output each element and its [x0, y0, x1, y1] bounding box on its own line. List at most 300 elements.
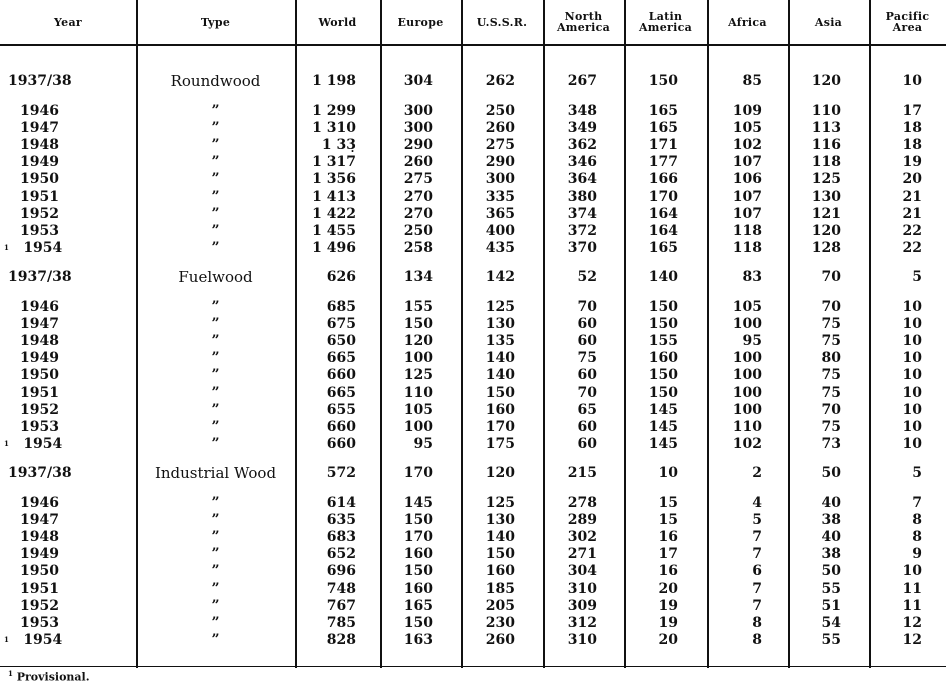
value-cell: 655 — [326, 401, 356, 418]
year-cell — [8, 120, 59, 136]
value-cell: 145 — [403, 495, 433, 511]
column-header — [461, 0, 543, 44]
value-cell: 145 — [648, 418, 678, 435]
value-cell: 270 — [403, 188, 433, 205]
value-cell: 309 — [567, 597, 597, 614]
value-cell: 1 422 — [312, 205, 356, 222]
value-cell: 120 — [811, 222, 841, 239]
value-cell: 65 — [577, 401, 597, 418]
year-text: 1937/38 — [8, 73, 72, 89]
value-cell: 660 — [326, 367, 356, 384]
column-header-text: Area — [892, 21, 923, 34]
year-cell — [8, 206, 59, 222]
type-cell: ” — [211, 350, 220, 367]
year-cell — [8, 419, 59, 435]
footnote-mark: 1 — [8, 669, 13, 678]
year-text: 1952 — [20, 401, 59, 418]
value-cell: 1 496 — [312, 239, 356, 256]
value-cell: 665 — [326, 350, 356, 367]
type-cell: ” — [211, 546, 220, 563]
value-cell: 8 — [912, 529, 922, 546]
column-header-text: U.S.S.R. — [476, 15, 528, 29]
type-cell: ” — [211, 495, 220, 511]
column-header — [380, 0, 461, 44]
value-cell: 125 — [811, 171, 841, 188]
value-cell: 150 — [485, 546, 515, 563]
year-text: 1953 — [20, 614, 59, 631]
value-cell: 118 — [811, 154, 841, 171]
value-cell: 348 — [567, 103, 597, 119]
value-cell: 683 — [326, 529, 356, 546]
column-header — [869, 0, 946, 44]
value-cell: 164 — [648, 222, 678, 239]
value-cell: 60 — [577, 316, 597, 333]
value-cell: 10 — [902, 367, 922, 384]
column-header — [624, 0, 707, 44]
year-cell — [8, 598, 59, 614]
year-text: 1946 — [20, 103, 59, 119]
value-cell: 15 — [658, 495, 678, 511]
value-cell: 110 — [811, 103, 841, 119]
year-cell — [4, 436, 62, 452]
column-header — [136, 0, 295, 44]
type-cell: ” — [211, 512, 220, 529]
value-cell: 80 — [821, 350, 841, 367]
value-cell: 165 — [648, 120, 678, 137]
value-cell: 105 — [732, 299, 762, 315]
value-cell: 170 — [403, 529, 433, 546]
value-cell: 5 — [912, 465, 922, 481]
value-cell: 40 — [821, 529, 841, 546]
value-cell: 6 — [752, 563, 762, 580]
value-cell: 118 — [732, 222, 762, 239]
year-text: 1946 — [20, 299, 59, 315]
value-cell: 4 — [752, 495, 762, 511]
value-cell: 572 — [326, 465, 356, 481]
year-cell — [8, 73, 72, 89]
value-cell: 9 — [912, 546, 922, 563]
column-header — [788, 0, 869, 44]
value-cell: 125 — [485, 495, 515, 511]
value-cell: 335 — [485, 188, 515, 205]
value-cell: 10 — [902, 350, 922, 367]
value-cell: 150 — [648, 73, 678, 89]
value-cell: 75 — [821, 316, 841, 333]
value-cell: 374 — [567, 205, 597, 222]
value-cell: 109 — [732, 103, 762, 119]
value-cell: 100 — [732, 367, 762, 384]
value-cell: 1 455 — [312, 222, 356, 239]
value-cell: 372 — [567, 222, 597, 239]
year-cell — [4, 632, 62, 648]
value-cell: 7 — [752, 529, 762, 546]
value-cell: 271 — [567, 546, 597, 563]
year-cell — [8, 350, 59, 366]
value-cell: 105 — [403, 401, 433, 418]
year-cell — [8, 333, 59, 349]
value-cell: 70 — [821, 401, 841, 418]
value-cell: 289 — [567, 512, 597, 529]
value-cell: 302 — [567, 529, 597, 546]
type-cell: Industrial Wood — [154, 464, 277, 482]
footnote — [8, 669, 90, 684]
value-cell: 215 — [567, 465, 597, 481]
value-cell: 100 — [403, 418, 433, 435]
value-cell: 364 — [567, 171, 597, 188]
value-cell: 20 — [658, 580, 678, 597]
value-cell: 145 — [648, 401, 678, 418]
column-header-text: Latin — [648, 10, 683, 23]
type-cell: ” — [211, 222, 220, 239]
value-cell: 125 — [403, 367, 433, 384]
value-cell: 150 — [648, 384, 678, 401]
value-cell: 635 — [326, 512, 356, 529]
value-cell: 260 — [403, 154, 433, 171]
year-text: 1948 — [20, 529, 59, 546]
value-cell: 160 — [403, 580, 433, 597]
column-header-text: Pacific — [885, 10, 930, 23]
value-cell: 142 — [485, 269, 515, 285]
value-cell: 675 — [326, 316, 356, 333]
year-text: 1947 — [20, 316, 59, 333]
value-cell: 304 — [403, 73, 433, 89]
year-text: 1953 — [20, 222, 59, 239]
footnote-ref: 1 — [4, 438, 12, 448]
year-cell — [8, 512, 59, 528]
year-text: 1954 — [23, 239, 63, 256]
value-cell: 73 — [821, 435, 841, 452]
value-cell: 10 — [902, 435, 922, 452]
type-cell: ” — [211, 299, 220, 315]
value-cell: 125 — [485, 299, 515, 315]
value-cell: 304 — [567, 563, 597, 580]
value-cell: 10 — [902, 299, 922, 315]
value-cell: 380 — [567, 188, 597, 205]
type-cell: ” — [211, 188, 220, 205]
value-cell: 116 — [811, 137, 841, 154]
column-header — [295, 0, 380, 44]
value-cell: 696 — [326, 563, 356, 580]
year-text: 1951 — [20, 188, 59, 205]
value-cell: 150 — [403, 316, 433, 333]
value-cell: 75 — [821, 418, 841, 435]
value-cell: 1 310 — [312, 120, 356, 137]
value-cell: 11 — [902, 597, 922, 614]
year-cell — [8, 299, 59, 315]
type-cell: ” — [211, 120, 220, 137]
value-cell: 310 — [567, 580, 597, 597]
footnote-ref: 1 — [4, 242, 12, 252]
value-cell: 10 — [902, 73, 922, 89]
value-cell: 55 — [821, 631, 841, 648]
value-cell: 10 — [902, 316, 922, 333]
value-cell: 120 — [403, 333, 433, 350]
value-cell: 349 — [567, 120, 597, 137]
value-cell: 160 — [485, 401, 515, 418]
value-cell: 38 — [821, 546, 841, 563]
column-header-text: Asia — [814, 15, 843, 29]
value-cell: 60 — [577, 435, 597, 452]
value-cell: 120 — [485, 465, 515, 481]
year-text: 1949 — [20, 154, 59, 171]
value-cell: 828 — [326, 631, 356, 648]
value-cell: 270 — [403, 205, 433, 222]
year-text: 1949 — [20, 350, 59, 367]
value-cell: 362 — [567, 137, 597, 154]
value-cell: 106 — [732, 171, 762, 188]
value-cell: 10 — [658, 465, 678, 481]
type-cell: ” — [211, 597, 220, 614]
year-text: 1950 — [20, 563, 59, 580]
value-cell: 107 — [732, 205, 762, 222]
value-cell: 21 — [902, 205, 922, 222]
value-cell: 107 — [732, 154, 762, 171]
year-text: 1948 — [20, 333, 59, 350]
value-cell: 250 — [403, 222, 433, 239]
value-cell: 7 — [752, 580, 762, 597]
value-cell: 10 — [902, 401, 922, 418]
value-cell: 170 — [403, 465, 433, 481]
value-cell: 121 — [811, 205, 841, 222]
value-cell: 370 — [567, 239, 597, 256]
value-cell: 51 — [821, 597, 841, 614]
year-cell — [8, 171, 59, 187]
value-cell: 435 — [485, 239, 515, 256]
column-header-text: North — [564, 10, 603, 23]
value-cell: 17 — [658, 546, 678, 563]
value-cell: 290 — [403, 137, 433, 154]
type-cell: ” — [211, 418, 220, 435]
value-cell: 52 — [577, 269, 597, 285]
type-cell: ” — [211, 614, 220, 631]
year-text: 1952 — [20, 205, 59, 222]
value-cell: 100 — [732, 316, 762, 333]
value-cell: 10 — [902, 418, 922, 435]
value-cell: 50 — [821, 563, 841, 580]
value-cell: 12 — [902, 614, 922, 631]
value-cell: 5 — [752, 512, 762, 529]
year-cell — [8, 563, 59, 579]
value-cell: 267 — [567, 73, 597, 89]
column-header-text: Europe — [397, 15, 444, 29]
year-text: 1948 — [20, 137, 59, 154]
value-cell: 54 — [821, 614, 841, 631]
value-cell: 165 — [403, 597, 433, 614]
type-cell: ” — [211, 171, 220, 188]
value-cell: 614 — [326, 495, 356, 511]
value-cell: 105 — [732, 120, 762, 137]
value-cell: 310 — [567, 631, 597, 648]
column-header — [0, 0, 136, 44]
value-cell: 8 — [752, 631, 762, 648]
year-cell — [8, 615, 59, 631]
year-text: 1937/38 — [8, 465, 72, 481]
value-cell: 171 — [648, 137, 678, 154]
value-cell: 163 — [403, 631, 433, 648]
value-cell: 8 — [752, 614, 762, 631]
value-cell: 8 — [912, 512, 922, 529]
value-cell: 785 — [326, 614, 356, 631]
year-text: 1950 — [20, 171, 59, 188]
value-cell: 400 — [485, 222, 515, 239]
value-cell: 275 — [403, 171, 433, 188]
value-cell: 150 — [485, 384, 515, 401]
value-cell: 60 — [577, 418, 597, 435]
type-cell: ” — [211, 384, 220, 401]
year-cell — [8, 385, 59, 401]
type-cell: ” — [211, 333, 220, 350]
year-cell — [8, 103, 59, 119]
year-cell — [8, 546, 59, 562]
value-cell: 75 — [821, 384, 841, 401]
value-cell: 165 — [648, 239, 678, 256]
value-cell: 75 — [821, 367, 841, 384]
value-cell: 660 — [326, 435, 356, 452]
value-cell: 107 — [732, 188, 762, 205]
value-cell: 100 — [732, 401, 762, 418]
value-cell: 300 — [403, 120, 433, 137]
value-cell: 652 — [326, 546, 356, 563]
value-cell: 19 — [658, 614, 678, 631]
value-cell: 102 — [732, 137, 762, 154]
value-cell: 160 — [403, 546, 433, 563]
value-cell: 83 — [742, 269, 762, 285]
value-cell: 150 — [648, 367, 678, 384]
footnote-text: Provisional. — [16, 670, 90, 684]
type-cell: ” — [211, 154, 220, 171]
value-cell: 166 — [648, 171, 678, 188]
value-cell: 7 — [912, 495, 922, 511]
value-cell: 665 — [326, 384, 356, 401]
value-cell: 10 — [902, 384, 922, 401]
value-cell: 18 — [902, 137, 922, 154]
value-cell: 140 — [485, 529, 515, 546]
value-cell: 275 — [485, 137, 515, 154]
value-cell: 164 — [648, 205, 678, 222]
value-cell: 40 — [821, 495, 841, 511]
value-cell: 17 — [902, 103, 922, 119]
value-cell: 70 — [577, 384, 597, 401]
value-cell: 748 — [326, 580, 356, 597]
value-cell: 130 — [485, 512, 515, 529]
value-cell: 118 — [732, 239, 762, 256]
header-rule — [0, 44, 946, 46]
value-cell: 16 — [658, 529, 678, 546]
year-text: 1953 — [20, 418, 59, 435]
value-cell: 170 — [648, 188, 678, 205]
type-cell: Roundwood — [170, 72, 261, 90]
value-cell: 134 — [403, 269, 433, 285]
value-cell: 150 — [648, 299, 678, 315]
year-cell — [8, 465, 72, 481]
value-cell: 20 — [658, 631, 678, 648]
year-text: 1947 — [20, 120, 59, 137]
type-cell: ” — [211, 563, 220, 580]
value-cell: 1 33̣ — [321, 137, 356, 154]
value-cell: 650 — [326, 333, 356, 350]
value-cell: 140 — [648, 269, 678, 285]
year-text: 1951 — [20, 580, 59, 597]
value-cell: 140 — [485, 350, 515, 367]
value-cell: 260 — [485, 120, 515, 137]
type-cell: ” — [211, 367, 220, 384]
value-cell: 75 — [577, 350, 597, 367]
value-cell: 767 — [326, 597, 356, 614]
type-cell: ” — [211, 435, 220, 452]
value-cell: 75 — [821, 333, 841, 350]
value-cell: 5 — [912, 269, 922, 285]
year-text: 1954 — [23, 631, 63, 648]
value-cell: 55 — [821, 580, 841, 597]
value-cell: 113 — [811, 120, 841, 137]
value-cell: 150 — [403, 512, 433, 529]
value-cell: 19 — [658, 597, 678, 614]
value-cell: 260 — [485, 631, 515, 648]
value-cell: 1 317 — [312, 154, 356, 171]
type-cell: ” — [211, 103, 220, 119]
value-cell: 300 — [403, 103, 433, 119]
value-cell: 110 — [732, 418, 762, 435]
year-cell — [8, 367, 59, 383]
value-cell: 7 — [752, 546, 762, 563]
value-cell: 262 — [485, 73, 515, 89]
column-header — [543, 0, 624, 44]
type-cell: ” — [211, 580, 220, 597]
value-cell: 21 — [902, 188, 922, 205]
value-cell: 70 — [577, 299, 597, 315]
year-cell — [8, 316, 59, 332]
column-header — [707, 0, 788, 44]
value-cell: 11 — [902, 580, 922, 597]
column-header-text: America — [638, 21, 693, 34]
value-cell: 300 — [485, 171, 515, 188]
type-cell: ” — [211, 239, 220, 256]
value-cell: 130 — [485, 316, 515, 333]
value-cell: 60 — [577, 367, 597, 384]
value-cell: 346 — [567, 154, 597, 171]
value-cell: 22 — [902, 222, 922, 239]
column-header-text: Year — [53, 15, 83, 29]
value-cell: 135 — [485, 333, 515, 350]
year-cell — [8, 495, 59, 511]
value-cell: 110 — [403, 384, 433, 401]
value-cell: 258 — [403, 239, 433, 256]
value-cell: 290 — [485, 154, 515, 171]
value-cell: 10 — [902, 333, 922, 350]
footnote-ref: 1 — [4, 634, 12, 644]
column-header-text: World — [318, 15, 357, 29]
value-cell: 150 — [403, 563, 433, 580]
year-text: 1937/38 — [8, 269, 72, 285]
value-cell: 128 — [811, 239, 841, 256]
value-cell: 1 299 — [312, 103, 356, 119]
value-cell: 145 — [648, 435, 678, 452]
value-cell: 95 — [742, 333, 762, 350]
value-cell: 250 — [485, 103, 515, 119]
value-cell: 100 — [403, 350, 433, 367]
value-cell: 20 — [902, 171, 922, 188]
value-cell: 60 — [577, 333, 597, 350]
type-cell: ” — [211, 316, 220, 333]
year-cell — [4, 240, 62, 256]
type-cell: ” — [211, 137, 220, 154]
year-text: 1950 — [20, 367, 59, 384]
value-cell: 85 — [742, 73, 762, 89]
value-cell: 1 413 — [312, 188, 356, 205]
value-cell: 10 — [902, 563, 922, 580]
value-cell: 230 — [485, 614, 515, 631]
value-cell: 155 — [403, 299, 433, 315]
